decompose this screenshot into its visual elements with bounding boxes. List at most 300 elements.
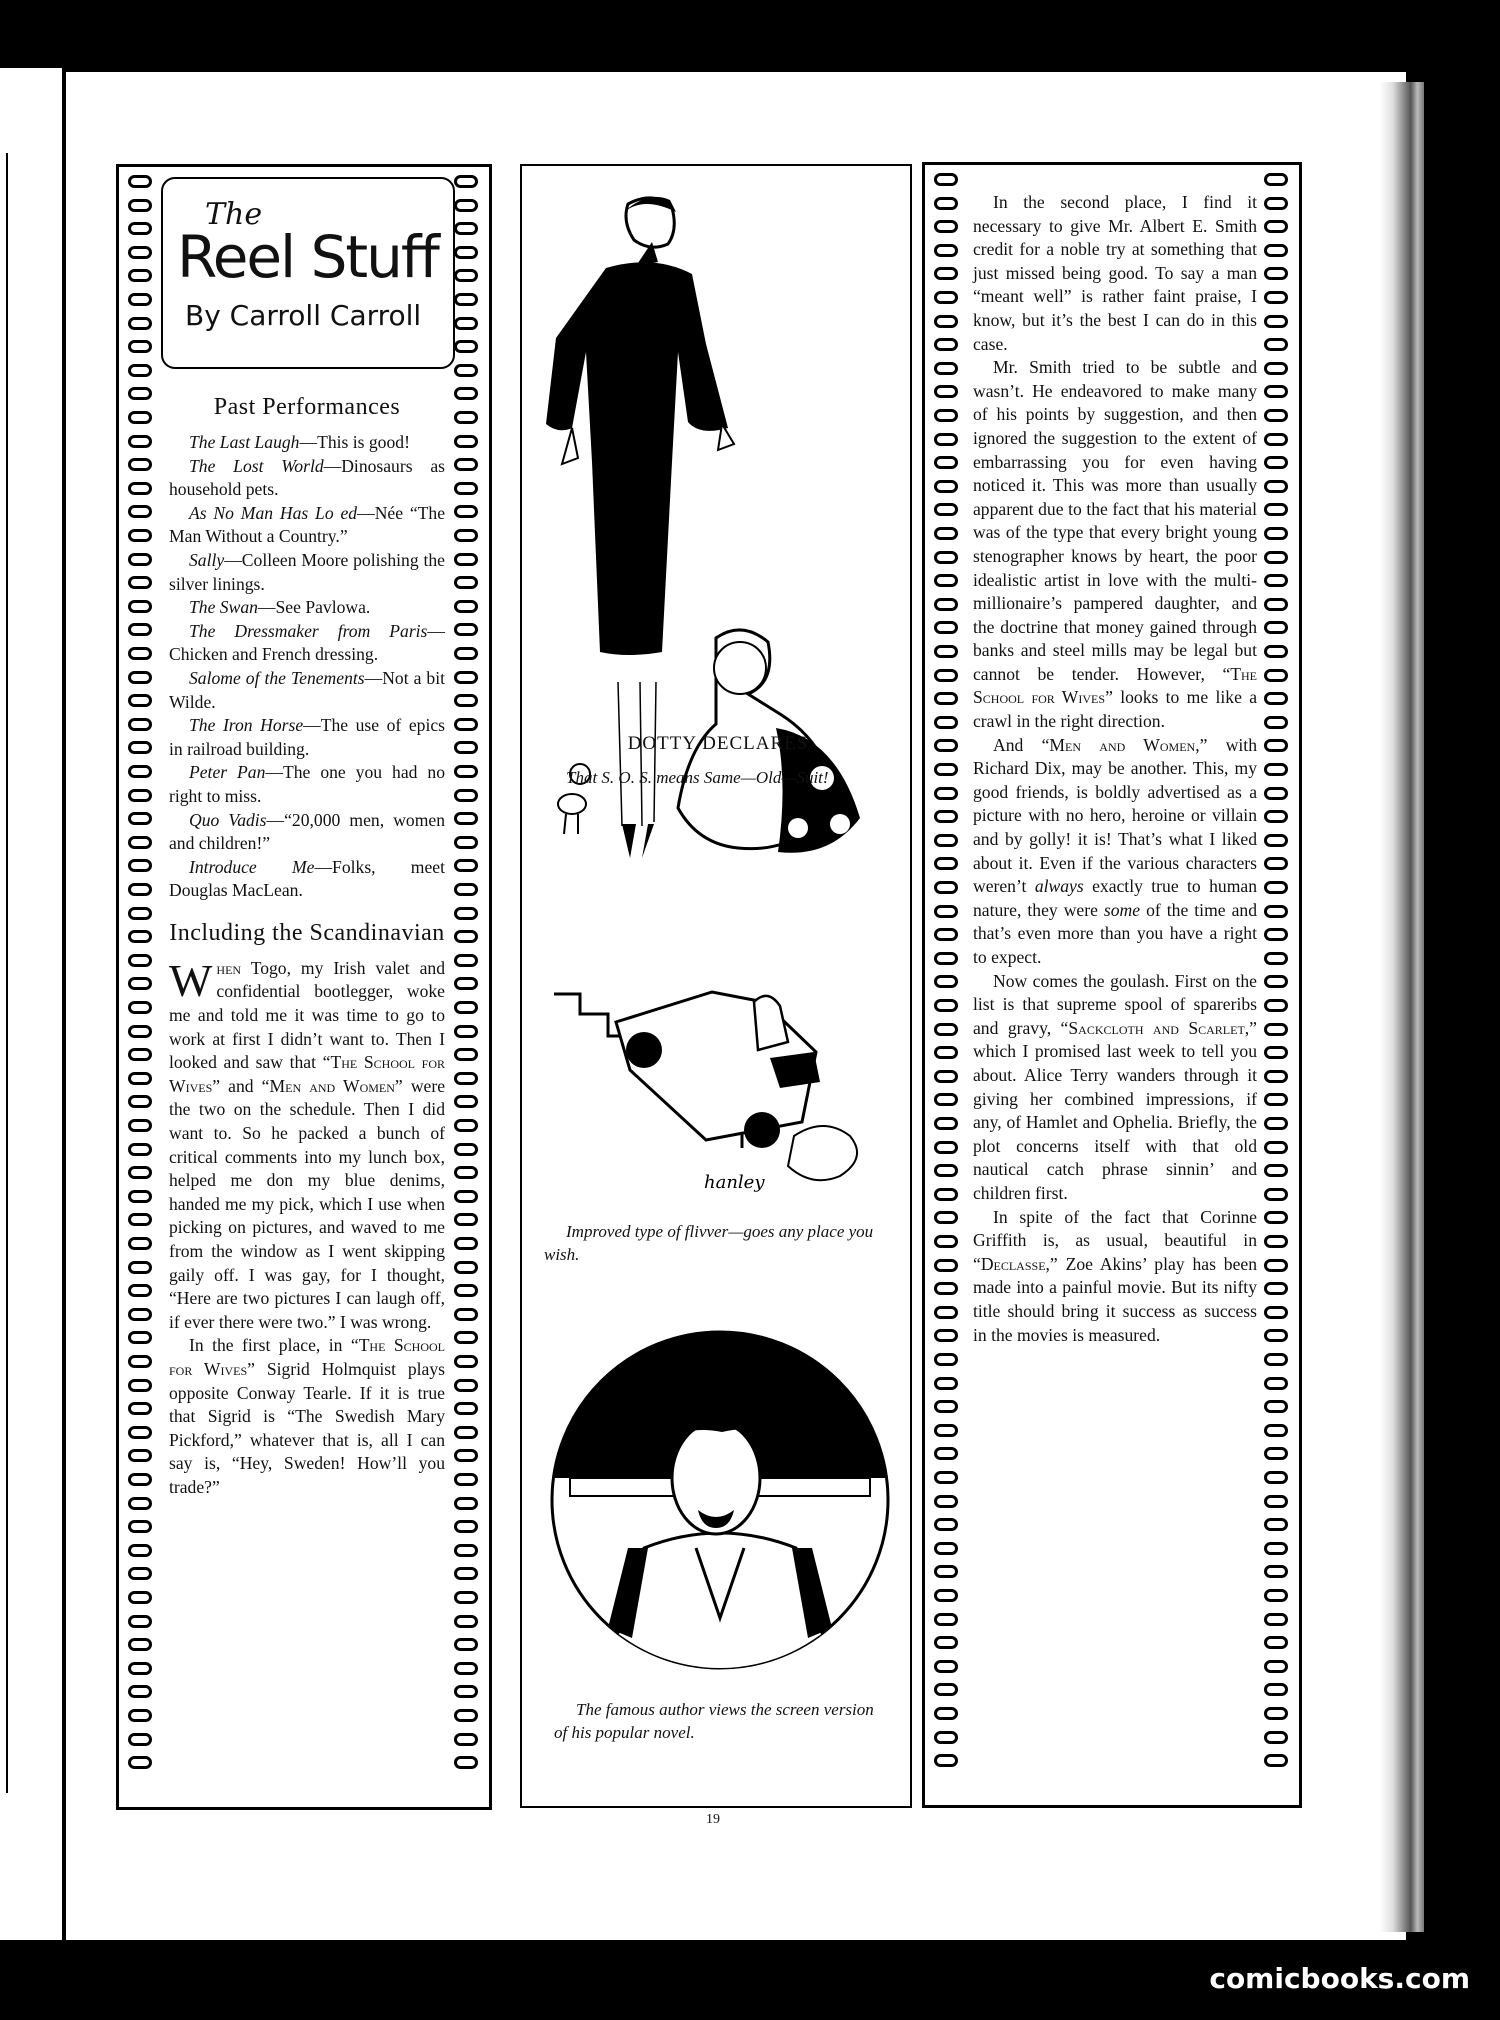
- film-sprocket-hole: [1264, 433, 1288, 446]
- film-sprocket-hole: [934, 1353, 958, 1366]
- film-sprocket-hole: [128, 1284, 152, 1297]
- film-sprocket-hole: [454, 1497, 478, 1510]
- film-title: Peter Pan: [189, 762, 266, 783]
- author-cartoon: [548, 1328, 892, 1672]
- film-sprocket-hole: [128, 246, 152, 259]
- film-sprocket-hole: [934, 1329, 958, 1342]
- film-sprocket-hole: [934, 1164, 958, 1177]
- film-comment: —Not a bit Wilde.: [169, 667, 445, 712]
- paragraph-first-place: In the first place, in “The School for Wives” Sigrid Holmquist plays opposite Conway Tearle. If it is true that Sigrid is “The Swedish Mary Pickford,” whatever that is, all I can say is, “Hey, Sweden! How’ll you trade?”: [169, 1335, 446, 1497]
- film-sprocket-hole: [454, 836, 478, 849]
- performance-entry: [169, 455, 445, 502]
- film-sprocket-hole: [1264, 385, 1288, 398]
- film-sprocket-hole: [128, 836, 152, 849]
- film-sprocket-hole: [128, 1237, 152, 1250]
- column-cartoons: [520, 164, 912, 1808]
- film-title: The Last Laugh: [189, 432, 300, 452]
- film-sprocket-hole: [934, 551, 958, 564]
- film-sprocket-hole: [128, 1261, 152, 1274]
- film-sprocket-hole: [454, 907, 478, 920]
- film-sprocket-hole: [1264, 1235, 1288, 1248]
- film-sprocket-hole: [934, 1117, 958, 1130]
- column-header-box: [161, 177, 455, 369]
- film-sprocket-hole: [1264, 1400, 1288, 1413]
- film-sprocket-hole: [934, 1141, 958, 1154]
- film-sprocket-hole: [454, 1379, 478, 1392]
- film-sprocket-hole: [454, 930, 478, 943]
- film-sprocket-hole: [128, 765, 152, 778]
- film-sprocket-hole: [934, 692, 958, 705]
- film-sprocket-hole: [934, 1495, 958, 1508]
- film-sprocket-hole: [1264, 621, 1288, 634]
- film-sprocket-hole: [128, 647, 152, 660]
- film-sprocket-hole: [454, 1473, 478, 1486]
- film-sprocket-hole: [128, 1402, 152, 1415]
- film-sprocket-hole: [128, 1615, 152, 1628]
- film-sprocket-hole: [1264, 220, 1288, 233]
- film-sprocket-hole: [454, 1733, 478, 1746]
- film-sprocket-hole: [128, 529, 152, 542]
- film-sprocket-hole: [1264, 1023, 1288, 1036]
- film-sprocket-hole: [128, 482, 152, 495]
- film-sprocket-hole: [128, 1756, 152, 1769]
- film-sprocket-hole: [128, 954, 152, 967]
- film-sprocket-hole: [934, 810, 958, 823]
- film-sprocket-hole: [934, 645, 958, 658]
- film-sprocket-hole: [934, 1518, 958, 1531]
- film-sprocket-hole: [1264, 503, 1288, 516]
- film-sprocket-hole: [934, 598, 958, 611]
- film-sprocket-hole: [934, 716, 958, 729]
- film-sprocket-hole: [128, 907, 152, 920]
- film-sprocket-hole: [128, 1166, 152, 1179]
- film-sprocket-hole: [934, 1306, 958, 1319]
- film-sprocket-hole: [1264, 456, 1288, 469]
- film-sprocket-hole: [1264, 787, 1288, 800]
- film-sprocket-hole: [1264, 1117, 1288, 1130]
- film-sprocket-hole: [128, 1426, 152, 1439]
- film-sprocket-hole: [1264, 1046, 1288, 1059]
- caption-dotty-text: That S. O. S. means Same—Old—Suit!: [566, 768, 829, 787]
- film-sprocket-hole: [128, 718, 152, 731]
- film-sprocket-hole: [454, 1756, 478, 1769]
- film-sprocket-hole: [934, 315, 958, 328]
- film-sprocket-hole: [454, 269, 478, 282]
- film-sprocket-hole: [128, 1567, 152, 1580]
- film-sprocket-hole: [454, 340, 478, 353]
- film-sprocket-hole: [454, 199, 478, 212]
- performance-entry: [169, 714, 445, 761]
- film-sprocket-hole: [454, 789, 478, 802]
- film-sprocket-hole: [128, 576, 152, 589]
- film-sprocket-hole: [128, 671, 152, 684]
- film-sprocket-hole: [1264, 692, 1288, 705]
- film-sprocket-hole: [1264, 999, 1288, 1012]
- column-3-body: [973, 191, 1257, 1347]
- film-sprocket-hole: [454, 246, 478, 259]
- film-sprocket-hole: [1264, 1518, 1288, 1531]
- film-sprocket-hole: [454, 1072, 478, 1085]
- film-sprocket-hole: [1264, 527, 1288, 540]
- film-comment: —Née “The Man Without a Country.”: [169, 502, 446, 547]
- film-sprocket-hole: [454, 1048, 478, 1061]
- film-sprocket-hole: [454, 1308, 478, 1321]
- film-sprocket-hole: [454, 1025, 478, 1038]
- performance-entry: [169, 667, 445, 714]
- film-sprocket-hole: [1264, 1613, 1288, 1626]
- film-sprocket-hole: [934, 1282, 958, 1295]
- adjacent-page-edge: [0, 68, 65, 1940]
- film-sprocket-hole: [454, 977, 478, 990]
- film-sprocket-hole: [128, 1520, 152, 1533]
- film-sprocket-hole: [934, 1188, 958, 1201]
- film-sprocket-hole: [454, 647, 478, 660]
- film-sprocket-hole: [128, 623, 152, 636]
- film-sprocket-hole: [934, 291, 958, 304]
- performance-entry: [169, 856, 445, 903]
- film-sprocket-hole: [1264, 1447, 1288, 1460]
- performance-list: [169, 431, 445, 903]
- film-sprocket-hole: [128, 1685, 152, 1698]
- film-sprocket-hole: [934, 975, 958, 988]
- film-sprocket-hole: [1264, 669, 1288, 682]
- film-sprocket-hole: [454, 671, 478, 684]
- film-sprocket-hole: [454, 765, 478, 778]
- film-sprocket-hole: [454, 883, 478, 896]
- film-sprocket-hole: [454, 1143, 478, 1156]
- film-sprocket-hole: [454, 175, 478, 188]
- film-sprocket-hole: [454, 553, 478, 566]
- paragraph-mr-smith: Mr. Smith tried to be subtle and wasn’t. He endeavored to make many of his points by suggestion, and then ignored the suggestion to the extent of embarrassing you for even having noticed it. This was more than usually apparent due to the fact that his material was of the type that every bright young stenographer knows by heart, the poor idealistic artist in love with the multi-millionaire’s pampered daughter, and the doctrine that money gained through banks and steel mills may be legal but cannot be tender. However, “The School for Wives” looks to me like a crawl in the right direction.: [973, 357, 1258, 732]
- film-sprocket-hole: [1264, 1754, 1288, 1767]
- film-sprocket-hole: [128, 222, 152, 235]
- film-sprocket-hole: [1264, 834, 1288, 847]
- film-sprocket-hole: [128, 694, 152, 707]
- film-sprocket-hole: [934, 1400, 958, 1413]
- film-sprocket-hole: [1264, 1306, 1288, 1319]
- film-sprocket-hole: [934, 928, 958, 941]
- film-sprocket-hole: [934, 409, 958, 422]
- film-sprocket-hole: [128, 175, 152, 188]
- flivver-cartoon: [544, 946, 894, 1206]
- byline: By Carroll Carroll: [185, 299, 422, 332]
- film-sprocket-hole: [1264, 1471, 1288, 1484]
- film-sprocket-hole: [128, 387, 152, 400]
- film-sprocket-hole: [934, 362, 958, 375]
- film-sprocket-hole: [1264, 338, 1288, 351]
- film-sprocket-hole: [454, 1001, 478, 1014]
- film-sprocket-hole: [454, 1190, 478, 1203]
- film-sprocket-hole: [934, 385, 958, 398]
- film-sprocket-hole: [454, 482, 478, 495]
- film-sprocket-hole: [934, 905, 958, 918]
- film-sprocket-hole: [1264, 1731, 1288, 1744]
- film-sprocket-hole: [934, 787, 958, 800]
- film-sprocket-hole: [128, 1001, 152, 1014]
- film-sprocket-hole: [128, 1449, 152, 1462]
- film-sprocket-hole: [454, 1261, 478, 1274]
- film-sprocket-hole: [1264, 905, 1288, 918]
- film-sprocket-hole: [128, 600, 152, 613]
- film-title: The Lost World: [189, 455, 324, 476]
- film-sprocket-hole: [1264, 1707, 1288, 1720]
- film-title: The Iron Horse: [189, 715, 304, 736]
- film-sprocket-hole: [1264, 1660, 1288, 1673]
- film-comment: —Dinosaurs as household pets.: [169, 455, 445, 500]
- film-sprocket-hole: [454, 1166, 478, 1179]
- film-sprocket-hole: [128, 1497, 152, 1510]
- film-sprocket-hole: [128, 364, 152, 377]
- film-sprocket-hole: [128, 1190, 152, 1203]
- film-sprocket-hole: [454, 1662, 478, 1675]
- film-sprocket-hole: [454, 1237, 478, 1250]
- film-sprocket-hole: [1264, 315, 1288, 328]
- film-sprocket-hole: [128, 1143, 152, 1156]
- film-sprocket-hole: [934, 999, 958, 1012]
- film-sprocket-hole: [454, 1331, 478, 1344]
- performance-entry: [169, 549, 445, 596]
- film-sprocket-hole: [934, 834, 958, 847]
- film-title: Sally: [189, 549, 225, 570]
- caption-dotty-title: DOTTY DECLARES: [627, 733, 809, 754]
- film-strip-right: [447, 167, 487, 1807]
- film-title: Introduce Me: [189, 856, 315, 877]
- film-sprocket-hole: [454, 954, 478, 967]
- caption-flivver: Improved type of flivver—goes any place you wish.: [544, 1222, 874, 1264]
- film-sprocket-hole: [934, 503, 958, 516]
- film-sprocket-hole: [1264, 1282, 1288, 1295]
- film-sprocket-hole: [934, 1235, 958, 1248]
- film-sprocket-hole: [934, 173, 958, 186]
- film-sprocket-hole: [934, 1754, 958, 1767]
- film-sprocket-hole: [454, 1449, 478, 1462]
- film-sprocket-hole: [128, 1544, 152, 1557]
- film-sprocket-hole: [454, 1213, 478, 1226]
- film-sprocket-hole: [128, 1048, 152, 1061]
- film-sprocket-hole: [128, 1072, 152, 1085]
- film-sprocket-hole: [934, 952, 958, 965]
- film-sprocket-hole: [934, 338, 958, 351]
- film-title: Salome of the Tenements: [189, 667, 365, 688]
- film-sprocket-hole: [128, 1733, 152, 1746]
- film-sprocket-hole: [454, 623, 478, 636]
- film-sprocket-hole: [1264, 763, 1288, 776]
- film-sprocket-hole: [934, 1259, 958, 1272]
- film-sprocket-hole: [1264, 810, 1288, 823]
- drop-cap: W: [169, 954, 213, 1006]
- film-strip-right: [1257, 165, 1297, 1805]
- film-sprocket-hole: [454, 317, 478, 330]
- film-sprocket-hole: [454, 1638, 478, 1651]
- film-sprocket-hole: [128, 199, 152, 212]
- film-sprocket-hole: [1264, 1377, 1288, 1390]
- film-sprocket-hole: [128, 458, 152, 471]
- film-sprocket-hole: [454, 411, 478, 424]
- film-sprocket-hole: [934, 433, 958, 446]
- performance-entry: [169, 761, 445, 808]
- column-reel-stuff: [116, 164, 492, 1810]
- film-sprocket-hole: [128, 505, 152, 518]
- film-sprocket-hole: [128, 1662, 152, 1675]
- film-sprocket-hole: [1264, 598, 1288, 611]
- performance-entry: [169, 596, 445, 620]
- film-sprocket-hole: [128, 1025, 152, 1038]
- film-sprocket-hole: [1264, 1093, 1288, 1106]
- film-sprocket-hole: [934, 1613, 958, 1626]
- film-sprocket-hole: [128, 1473, 152, 1486]
- film-sprocket-hole: [1264, 1353, 1288, 1366]
- film-sprocket-hole: [128, 1591, 152, 1604]
- performance-entry: [169, 502, 445, 549]
- film-sprocket-hole: [1264, 1589, 1288, 1602]
- film-sprocket-hole: [934, 1565, 958, 1578]
- column-title: Reel Stuff: [177, 223, 438, 291]
- book-spine-edge: [1380, 82, 1424, 1932]
- film-sprocket-hole: [934, 1636, 958, 1649]
- film-sprocket-hole: [934, 197, 958, 210]
- film-sprocket-hole: [934, 621, 958, 634]
- section-heading-scandinavian: Including the Scandinavian: [169, 919, 445, 946]
- site-watermark: comicbooks.com: [1209, 1962, 1470, 1995]
- film-strip-left: [927, 165, 967, 1805]
- film-sprocket-hole: [128, 553, 152, 566]
- film-sprocket-hole: [1264, 1188, 1288, 1201]
- film-sprocket-hole: [128, 1331, 152, 1344]
- film-sprocket-hole: [454, 741, 478, 754]
- film-sprocket-hole: [454, 1567, 478, 1580]
- film-sprocket-hole: [1264, 574, 1288, 587]
- film-sprocket-hole: [1264, 1259, 1288, 1272]
- film-sprocket-hole: [1264, 645, 1288, 658]
- film-sprocket-hole: [934, 1542, 958, 1555]
- film-sprocket-hole: [1264, 952, 1288, 965]
- film-sprocket-hole: [934, 857, 958, 870]
- film-sprocket-hole: [1264, 857, 1288, 870]
- film-sprocket-hole: [128, 741, 152, 754]
- svg-text:hanley: hanley: [704, 1172, 765, 1193]
- film-sprocket-hole: [454, 1355, 478, 1368]
- film-sprocket-hole: [128, 293, 152, 306]
- film-sprocket-hole: [934, 220, 958, 233]
- film-sprocket-hole: [128, 789, 152, 802]
- paragraph-goulash: Now comes the goulash. First on the list is that supreme spool of spareribs and gravy, “Sackcloth and Scarlet,” which I promised last week to tell you about. Alice Terry wanders through it giving her combined impressions, if any, of Hamlet and Ophelia. Briefly, the plot concerns itself with that old nautical catch phrase sinnin’ and children first.: [973, 970, 1257, 1203]
- film-sprocket-hole: [128, 859, 152, 872]
- performance-entry: [169, 431, 445, 455]
- film-sprocket-hole: [454, 435, 478, 448]
- film-title: The Swan: [189, 597, 258, 618]
- film-sprocket-hole: [1264, 197, 1288, 210]
- film-sprocket-hole: [934, 1447, 958, 1460]
- film-sprocket-hole: [934, 1660, 958, 1673]
- film-comment: —See Pavlowa.: [257, 597, 371, 618]
- film-sprocket-hole: [454, 529, 478, 542]
- film-sprocket-hole: [1264, 928, 1288, 941]
- film-sprocket-hole: [128, 340, 152, 353]
- film-sprocket-hole: [128, 317, 152, 330]
- film-sprocket-hole: [128, 1638, 152, 1651]
- film-sprocket-hole: [454, 505, 478, 518]
- film-sprocket-hole: [128, 411, 152, 424]
- film-sprocket-hole: [454, 387, 478, 400]
- section-heading-past-performances: Past Performances: [213, 394, 401, 420]
- film-sprocket-hole: [934, 1707, 958, 1720]
- film-sprocket-hole: [1264, 267, 1288, 280]
- film-sprocket-hole: [454, 1284, 478, 1297]
- column-1-body: [169, 379, 445, 1500]
- film-sprocket-hole: [1264, 716, 1288, 729]
- film-title: Quo Vadis: [189, 809, 267, 830]
- film-sprocket-hole: [454, 1426, 478, 1439]
- film-sprocket-hole: [128, 1308, 152, 1321]
- film-sprocket-hole: [128, 1355, 152, 1368]
- film-sprocket-hole: [1264, 551, 1288, 564]
- film-sprocket-hole: [934, 527, 958, 540]
- film-sprocket-hole: [934, 763, 958, 776]
- paragraph-men-and-women: And “Men and Women,” with Richard Dix, may be another. This, my good friends, is boldly advertised as a picture with no hero, heroine or villain and by golly! it is! That’s what I liked about it. Even if the various characters weren’t always exactly true to human nature, they were some of the time and that’s even more than you have a right to expect.: [973, 734, 1257, 967]
- film-sprocket-hole: [934, 1046, 958, 1059]
- film-sprocket-hole: [1264, 1565, 1288, 1578]
- film-sprocket-hole: [454, 859, 478, 872]
- film-sprocket-hole: [454, 1520, 478, 1533]
- film-sprocket-hole: [1264, 409, 1288, 422]
- performance-entry: [169, 620, 445, 667]
- film-sprocket-hole: [1264, 244, 1288, 257]
- film-sprocket-hole: [934, 1589, 958, 1602]
- film-sprocket-hole: [454, 1095, 478, 1108]
- film-sprocket-hole: [934, 456, 958, 469]
- film-sprocket-hole: [454, 1119, 478, 1132]
- film-sprocket-hole: [934, 1683, 958, 1696]
- film-sprocket-hole: [454, 1709, 478, 1722]
- film-sprocket-hole: [128, 977, 152, 990]
- film-comment: —Chicken and French dressing.: [169, 620, 445, 665]
- film-comment: —The one you had no right to miss.: [169, 762, 445, 806]
- film-sprocket-hole: [934, 1471, 958, 1484]
- film-sprocket-hole: [454, 222, 478, 235]
- film-sprocket-hole: [1264, 1070, 1288, 1083]
- film-comment: —The use of epics in railroad building.: [169, 715, 445, 759]
- film-sprocket-hole: [454, 1685, 478, 1698]
- film-sprocket-hole: [128, 1379, 152, 1392]
- page-number: 19: [706, 1812, 720, 1827]
- film-sprocket-hole: [454, 1402, 478, 1415]
- performance-entry: [169, 809, 445, 856]
- film-sprocket-hole: [454, 812, 478, 825]
- film-sprocket-hole: [128, 1709, 152, 1722]
- film-comment: —Folks, meet Douglas MacLean.: [169, 856, 445, 901]
- film-sprocket-hole: [1264, 1683, 1288, 1696]
- film-sprocket-hole: [934, 739, 958, 752]
- film-sprocket-hole: [1264, 362, 1288, 375]
- column-continued: [922, 162, 1302, 1808]
- film-sprocket-hole: [934, 1731, 958, 1744]
- film-sprocket-hole: [1264, 1636, 1288, 1649]
- film-sprocket-hole: [128, 1119, 152, 1132]
- film-sprocket-hole: [934, 574, 958, 587]
- film-sprocket-hole: [454, 458, 478, 471]
- paragraph-togo: When Togo, my Irish valet and confidential bootlegger, woke me and told me it was time to go to work at first I didn’t want to. Then I looked and saw that “The School for Wives” and “Men and Women” were the two on the schedule. Then I did want to. So he packed a bunch of critical comments into my lunch box, helped me don my blue denims, handed me my pick, which I use when picking on pictures, and waved to me from the window as I went skipping gaily off. I was gay, for I thought, “Here are two pictures I can laugh off, if ever there were two.” I was wrong.: [169, 954, 445, 1332]
- film-sprocket-hole: [934, 480, 958, 493]
- film-sprocket-hole: [454, 600, 478, 613]
- film-sprocket-hole: [454, 293, 478, 306]
- film-title: As No Man Has Lo ed: [189, 502, 358, 523]
- film-sprocket-hole: [934, 1211, 958, 1224]
- film-comment: —This is good!: [299, 432, 410, 452]
- film-sprocket-hole: [128, 883, 152, 896]
- film-sprocket-hole: [454, 718, 478, 731]
- film-sprocket-hole: [1264, 1495, 1288, 1508]
- film-sprocket-hole: [1264, 1424, 1288, 1437]
